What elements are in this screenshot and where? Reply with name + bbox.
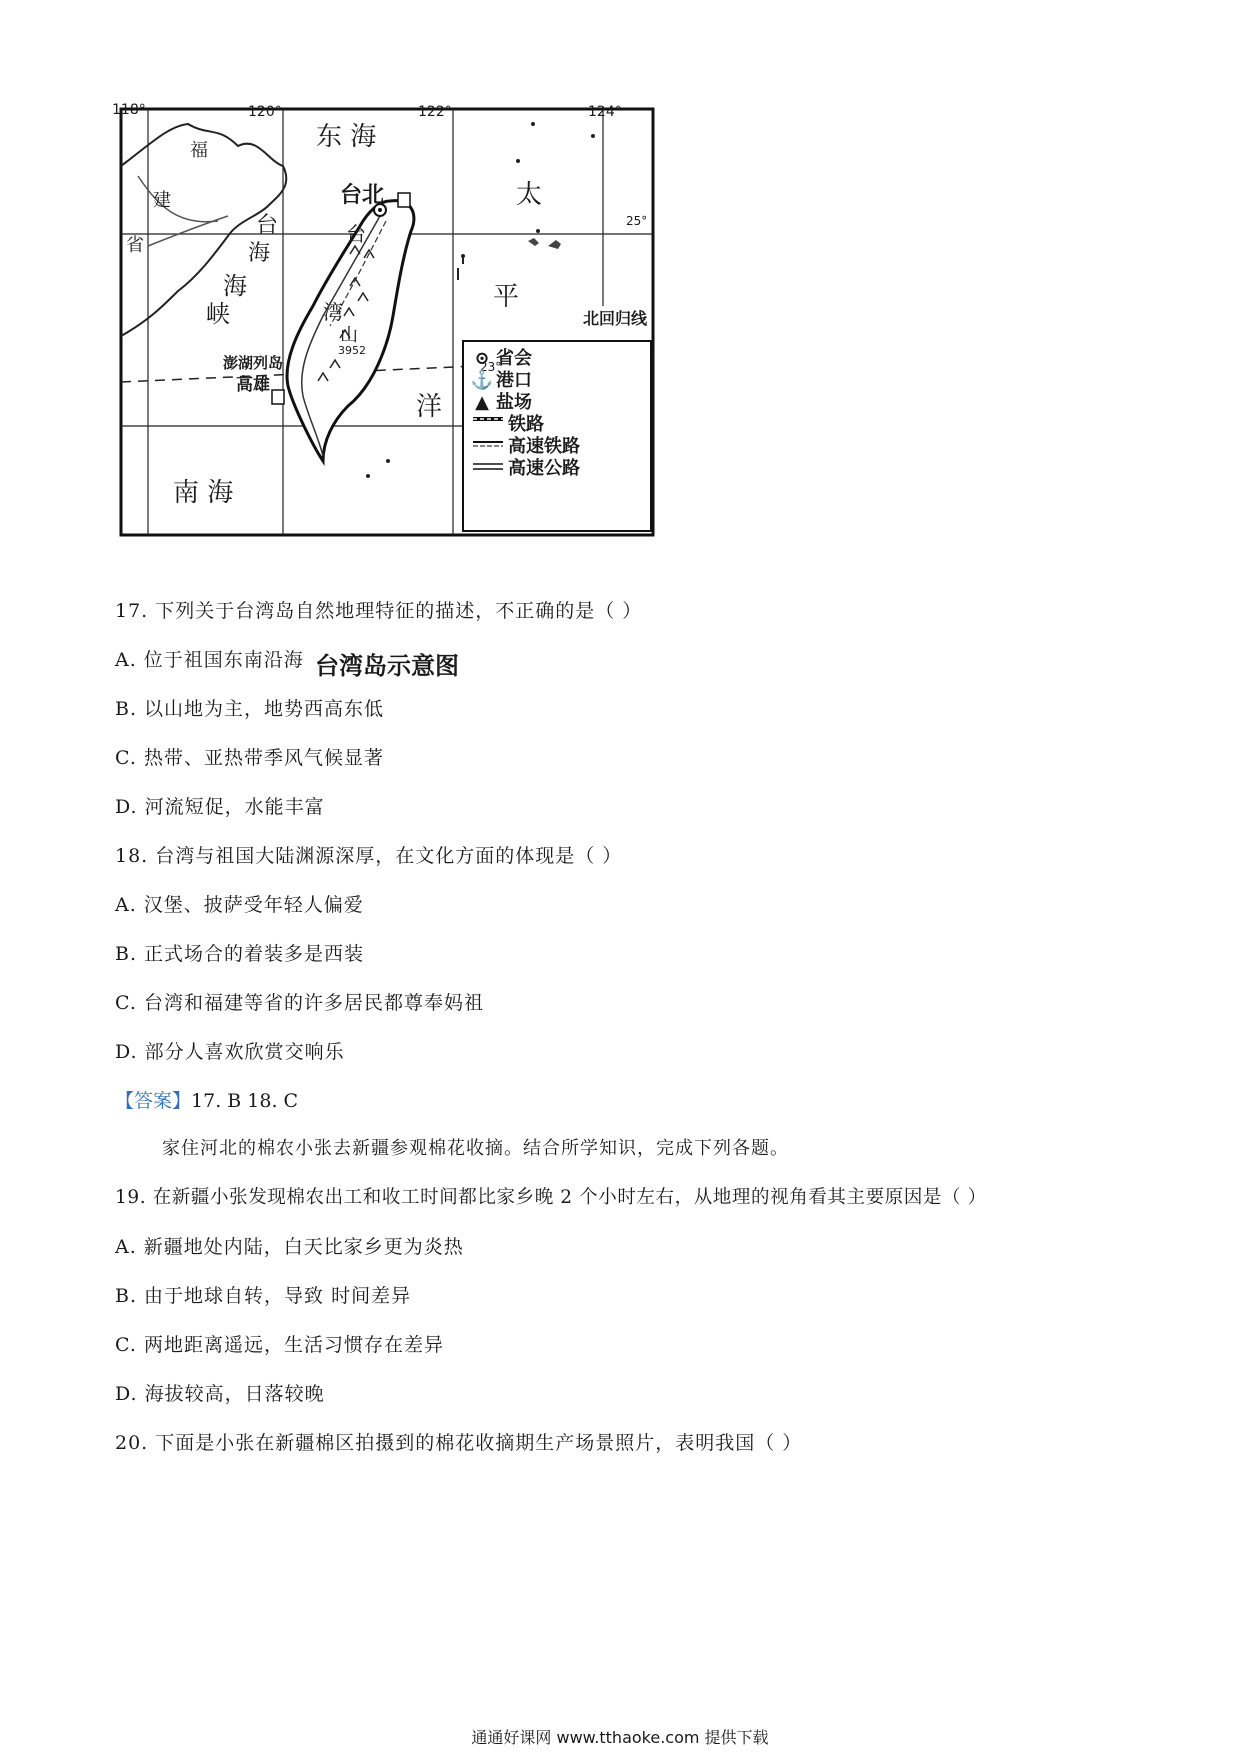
legend-item-saltfield: ▲ 盐场 [468,388,648,410]
question-18-option-a: A. 汉堡、披萨受年轻人偏爱 [115,894,364,916]
label-pacific-3: 洋 [416,392,443,422]
question-17-stem: 17. 下列关于台湾岛自然地理特征的描述，不正确的是（ ） [115,600,643,622]
answer-text: 17. B 18. C [191,1090,299,1112]
label-island-1: 台 [346,222,366,246]
label-penghu: 澎湖列岛 [223,354,284,372]
legend-item-hsr: 高速铁路 [508,436,580,457]
kaohsiung-port-symbol [272,390,284,404]
legend [468,344,648,479]
label-pacific-2: 平 [493,282,520,312]
question-19-option-b: B. 由于地球自转，导致 时间差异 [115,1285,412,1307]
label-strait-1: 台 [256,213,279,238]
label-island-2: 湾 [323,300,343,324]
port-anchor-icon: ⚓ [470,370,494,391]
question-19-option-d: D. 海拔较高，日落较晚 [115,1383,325,1405]
question-17-option-c: C. 热带、亚热带季风气候显著 [115,747,384,769]
question-20-stem: 20. 下面是小张在新疆棉区拍摄到的棉花收摘期生产场景照片，表明我国（ ） [115,1432,803,1454]
answer-tag: 【答案】 [115,1090,192,1112]
question-17-option-d: D. 河流短促，水能丰富 [115,796,325,818]
label-taipei: 台北 [340,183,385,208]
label-kaohsiung: 高雄 [236,375,270,395]
lon-120: 120° [248,104,282,120]
question-18-option-b: B. 正式场合的着装多是西装 [115,943,365,965]
question-19-stem: 19. 在新疆小张发现棉农出工和收工时间都比家乡晚 2 个小时左右，从地理的视角看其主要原因是（ ） [115,1187,987,1208]
taipei-port-symbol [398,193,410,207]
question-17-option-a: A. 位于祖国东南沿海 [115,649,304,671]
scenario-intro: 家住河北的棉农小张去新疆参观棉花收摘。结合所学知识，完成下列各题。 [162,1138,789,1159]
map-title: 台湾岛示意图 [315,652,459,680]
lon-124: 124° [588,104,622,120]
label-fujian-1: 福 [190,140,208,161]
label-east-sea: 东 海 [316,122,377,152]
label-south-sea: 南 海 [173,478,234,508]
legend-item-port: ⚓ 港口 [468,366,648,388]
legend-item-highway: 高速公路 [508,458,580,479]
label-strait-2: 海 [248,241,271,266]
salt-field-triangle-icon: ▲ [475,392,489,413]
lat-25: 25° [626,214,648,228]
question-19-option-c: C. 两地距离遥远，生活习惯存在差异 [115,1334,444,1356]
capital-symbol-icon: ⊙ [474,348,490,369]
question-18-option-c: C. 台湾和福建等省的许多居民都尊奉妈祖 [115,992,484,1014]
label-province: 省 [126,235,144,256]
label-pacific-1: 太 [516,180,543,210]
lon-118: 118° [112,102,146,118]
page-footer: 通通好课网 www.tthaoke.com 提供下载 [471,1728,769,1747]
question-17-option-b: B. 以山地为主，地势西高东低 [115,698,385,720]
question-19-option-a: A. 新疆地处内陆，白天比家乡更为炎热 [115,1236,464,1258]
legend-item-railway: 铁路 [508,414,544,435]
tropic-label: 北回归线 [583,309,648,328]
question-18-stem: 18. 台湾与祖国大陆渊源深厚，在文化方面的体现是（ ） [115,845,623,867]
lon-122: 122° [418,104,452,120]
answer-line [115,1086,298,1113]
lat-23: 23° [480,360,502,374]
legend-item-capital: ⊙ 省会 [468,344,648,366]
question-18-option-d: D. 部分人喜欢欣赏交响乐 [115,1041,345,1063]
label-peak: 3952 [338,344,366,357]
label-strait-3: 海 [223,272,247,300]
label-strait-4: 峡 [206,300,230,328]
label-island-3: 山 [340,325,358,346]
label-fujian-2: 建 [153,190,171,211]
